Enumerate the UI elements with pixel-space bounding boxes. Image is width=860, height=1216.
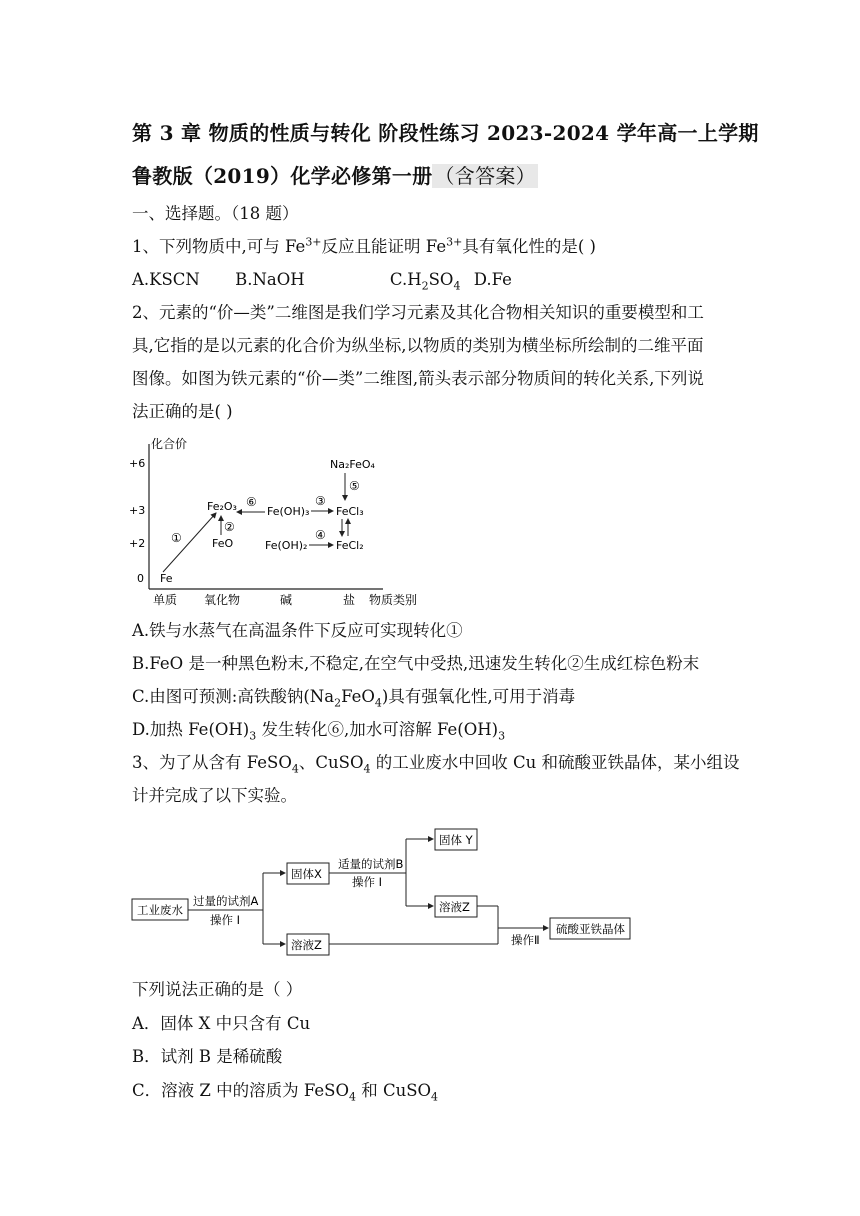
arrow-label-4: ④ bbox=[315, 528, 326, 542]
x-label-salt: 盐 bbox=[343, 593, 356, 607]
title-main: 鲁教版（2019）化学必修第一册 bbox=[132, 164, 433, 188]
label-op2: 操作Ⅱ bbox=[511, 933, 540, 947]
x-label-element: 单质 bbox=[153, 593, 178, 607]
q2-option-b: B.FeO 是一种黑色粉末,不稳定,在空气中受热,迅速发生转化②生成红棕色粉末 bbox=[132, 654, 700, 673]
arrow-label-3: ③ bbox=[315, 494, 326, 508]
label-solid-x: 固体X bbox=[291, 867, 322, 881]
species-fecl3: FeCl₃ bbox=[336, 505, 364, 518]
y-tick-zero: 0 bbox=[137, 572, 144, 585]
answer-tag: （含答案） bbox=[434, 164, 536, 188]
q2-option-d: D.加热 $Fe(OH)_3$ 发生转化⑥,加水可溶解 $Fe(OH)_3$ bbox=[132, 720, 506, 743]
q3-option-a: A．固体 X 中只含有 Cu bbox=[132, 1014, 311, 1033]
q1-stem: 1、下列物质中,可与 $Fe^{3+}$反应且能证明 $Fe^{3+}$具有氧化性的是( ) bbox=[132, 235, 596, 256]
species-fe: Fe bbox=[160, 572, 173, 585]
label-solution-z-lower: 溶液Z bbox=[291, 938, 322, 952]
document-title-line-2 bbox=[132, 160, 538, 189]
label-op1-b: 操作 I bbox=[352, 875, 383, 889]
x-label-base: 碱 bbox=[280, 593, 293, 607]
q3-option-b: B．试剂 B 是稀硫酸 bbox=[132, 1047, 283, 1066]
arrow-label-2: ② bbox=[224, 520, 235, 534]
label-solid-y: 固体 Y bbox=[439, 833, 473, 847]
species-feo: FeO bbox=[212, 537, 234, 550]
document-title-line-1: 第 3 章 物质的性质与转化 阶段性练习 2023-2024 学年高一上学期 bbox=[132, 121, 759, 145]
species-na2feo4: Na₂FeO₄ bbox=[330, 458, 375, 471]
q3-prompt: 下列说法正确的是（ ） bbox=[132, 980, 303, 999]
y-tick-plus2: +2 bbox=[129, 537, 146, 550]
y-tick-plus6: +6 bbox=[129, 457, 146, 470]
label-waste: 工业废水 bbox=[137, 903, 183, 917]
label-reagent-a: 过量的试剂A bbox=[193, 894, 259, 908]
q2-option-a: A.铁与水蒸气在高温条件下反应可实现转化① bbox=[132, 621, 463, 640]
label-solution-z-upper: 溶液Z bbox=[439, 900, 470, 914]
q3-option-c: C．溶液 Z 中的溶质为 FeSO$_4$ 和 CuSO$_4$ bbox=[132, 1081, 439, 1104]
arrow-label-6: ⑥ bbox=[246, 495, 257, 509]
q3-stem-1: 3、为了从含有 FeSO$_4$、CuSO$_4$ 的工业废水中回收 Cu 和硫酸亚铁晶体，某小组设 bbox=[132, 753, 740, 776]
q1-option-c: $C.H_2SO_4$ bbox=[389, 270, 461, 293]
valence-class-diagram bbox=[125, 432, 435, 610]
species-feoh2: Fe(OH)₂ bbox=[265, 539, 308, 552]
arrow-label-5: ⑤ bbox=[349, 479, 360, 493]
q1-option-b: B.NaOH bbox=[235, 270, 305, 289]
q2-option-c: C.由图可预测:高铁酸钠$(Na_2FeO_4)$具有强氧化性,可用于消毒 bbox=[132, 687, 576, 710]
q1-options bbox=[132, 269, 512, 291]
arrow-label-1: ① bbox=[171, 531, 182, 545]
x-label-substance-class: 物质类别 bbox=[369, 593, 418, 607]
q1-option-d: D.Fe bbox=[473, 270, 512, 289]
label-reagent-b: 适量的试剂B bbox=[338, 857, 404, 871]
species-fecl2: FeCl₂ bbox=[336, 539, 364, 552]
species-feoh3: Fe(OH)₃ bbox=[267, 505, 310, 518]
q2-stem-2: 具,它指的是以元素的化合价为纵坐标,以物质的类别为横坐标所绘制的二维平面 bbox=[132, 336, 704, 355]
q2-stem-4: 法正确的是( ) bbox=[132, 402, 233, 421]
species-fe2o3: Fe₂O₃ bbox=[207, 500, 237, 513]
y-tick-plus3: +3 bbox=[129, 504, 146, 517]
section-heading: 一、选择题。（18 题） bbox=[132, 204, 299, 223]
x-label-oxide: 氧化物 bbox=[204, 593, 241, 607]
q3-stem-2: 计并完成了以下实验。 bbox=[132, 786, 297, 805]
process-flow-diagram bbox=[130, 826, 635, 962]
y-axis-title: 化合价 bbox=[151, 437, 188, 451]
q2-stem-1: 2、元素的“价—类”二维图是我们学习元素及其化合物相关知识的重要模型和工 bbox=[132, 303, 704, 322]
q1-option-a: A.KSCN bbox=[132, 270, 200, 289]
q2-stem-3: 图像。如图为铁元素的“价—类”二维图,箭头表示部分物质间的转化关系,下列说 bbox=[132, 369, 704, 388]
label-crystal: 硫酸亚铁晶体 bbox=[556, 922, 625, 936]
label-op1-a: 操作 I bbox=[210, 913, 241, 927]
